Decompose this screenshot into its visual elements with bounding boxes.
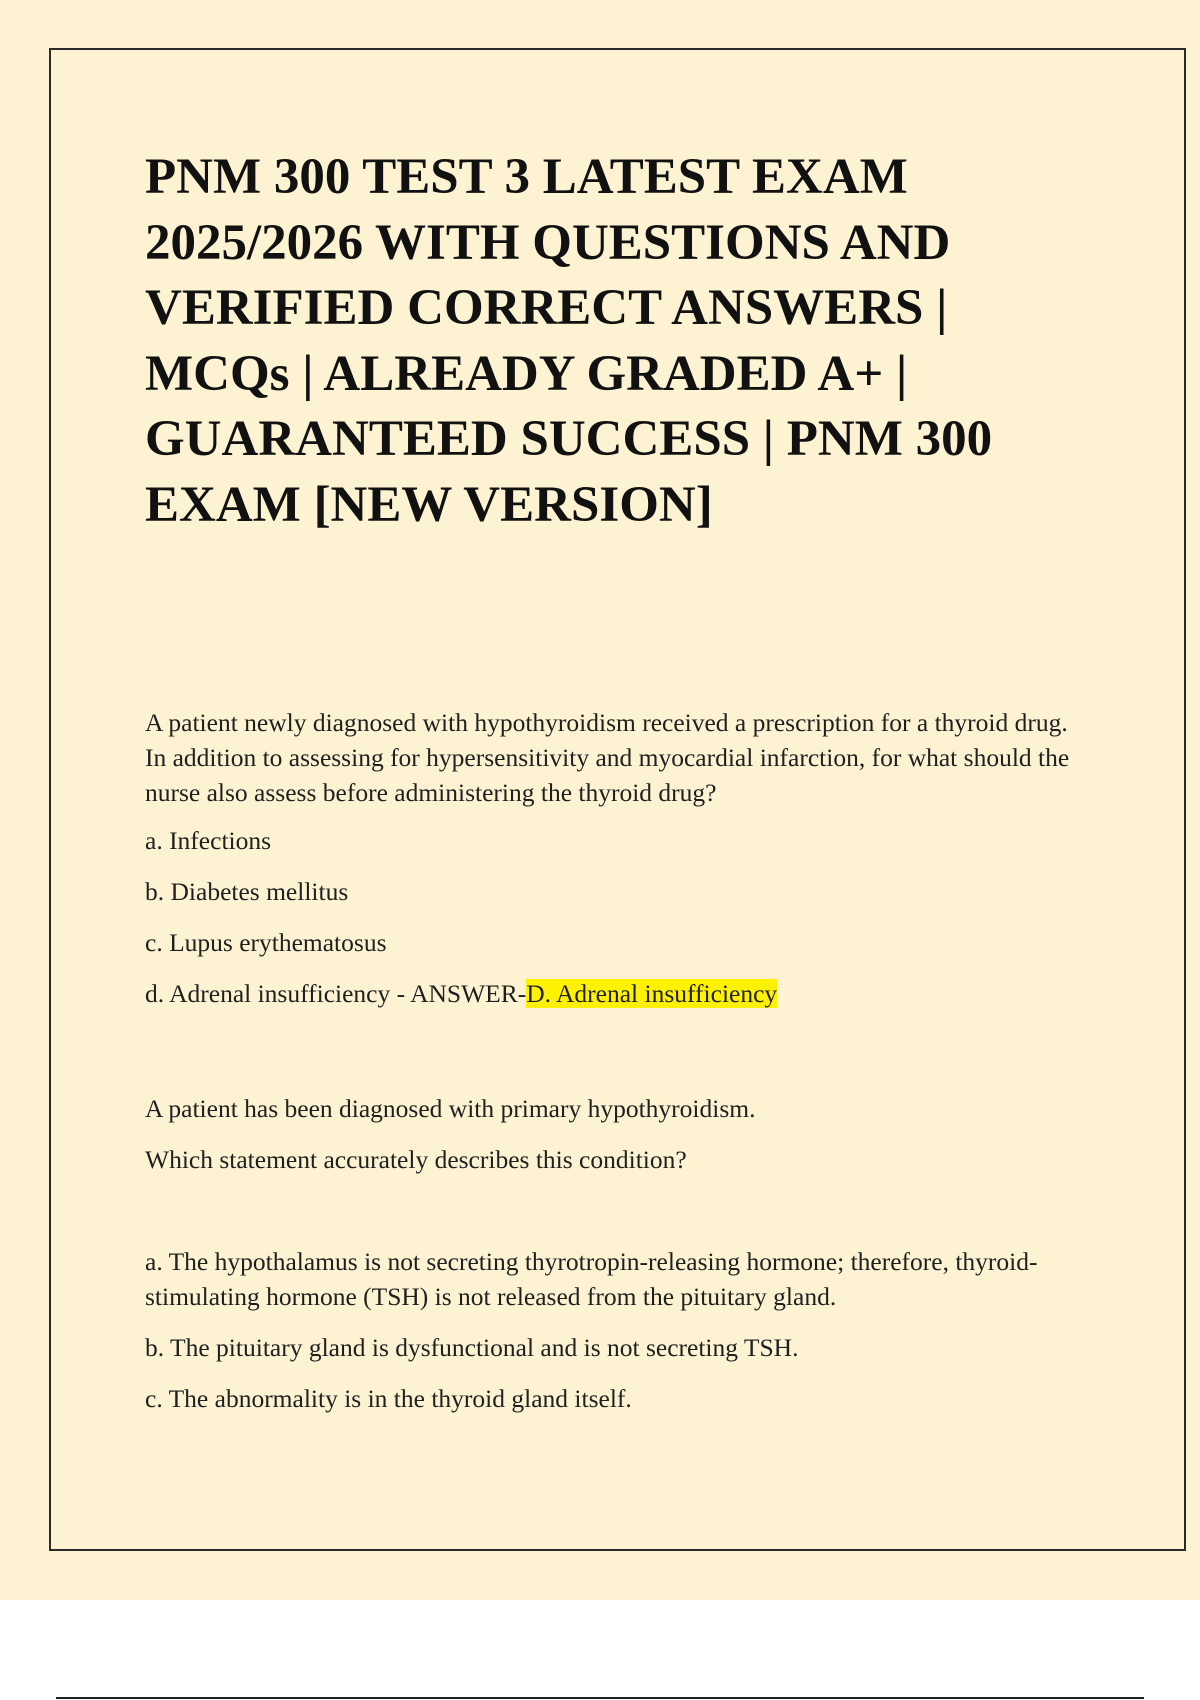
answer-option-c: c. The abnormality is in the thyroid gland itself. [145,1384,632,1413]
answer-option-b: b. The pituitary gland is dysfunctional and is not secreting TSH. [145,1333,799,1362]
question-block-1 [145,705,1080,1011]
answer-option-b: b. Diabetes mellitus [145,877,349,906]
question-block-2 [145,1091,1080,1416]
document-title: PNM 300 TEST 3 LATEST EXAM 2025/2026 WITH QUESTIONS AND VERIFIED CORRECT ANSWERS | MCQs | ALREADY GRADED A+ | GUARANTEED SUCCESS | PNM 300 EXAM [NEW VERSION] [145,149,993,533]
question-stem-line-1: A patient has been diagnosed with primary hypothyroidism. [145,1094,756,1123]
document-body [145,705,1080,1432]
answer-option-a: a. Infections [145,826,272,855]
bottom-divider [56,1697,1144,1699]
highlighted-correct-answer: D. Adrenal insufficiency [526,979,778,1008]
question-stem-line-2: Which statement accurately describes this condition? [145,1145,687,1174]
answer-option-a: a. The hypothalamus is not secreting thyrotropin-releasing hormone; therefore, thyroid-stimulating hormone (TSH) is not released from the pituitary gland. [145,1247,1038,1311]
answer-option-d-text: d. Adrenal insufficiency - ANSWER- [145,979,527,1008]
answer-option-d [145,976,1080,1011]
question-stem: A patient newly diagnosed with hypothyroidism received a prescription for a thyroid drug. In addition to assessing for hypersensitivity and myocardial infarction, for what should the nurse also assess before administering the thyroid drug? [145,708,1070,807]
answer-option-c: c. Lupus erythematosus [145,928,387,957]
